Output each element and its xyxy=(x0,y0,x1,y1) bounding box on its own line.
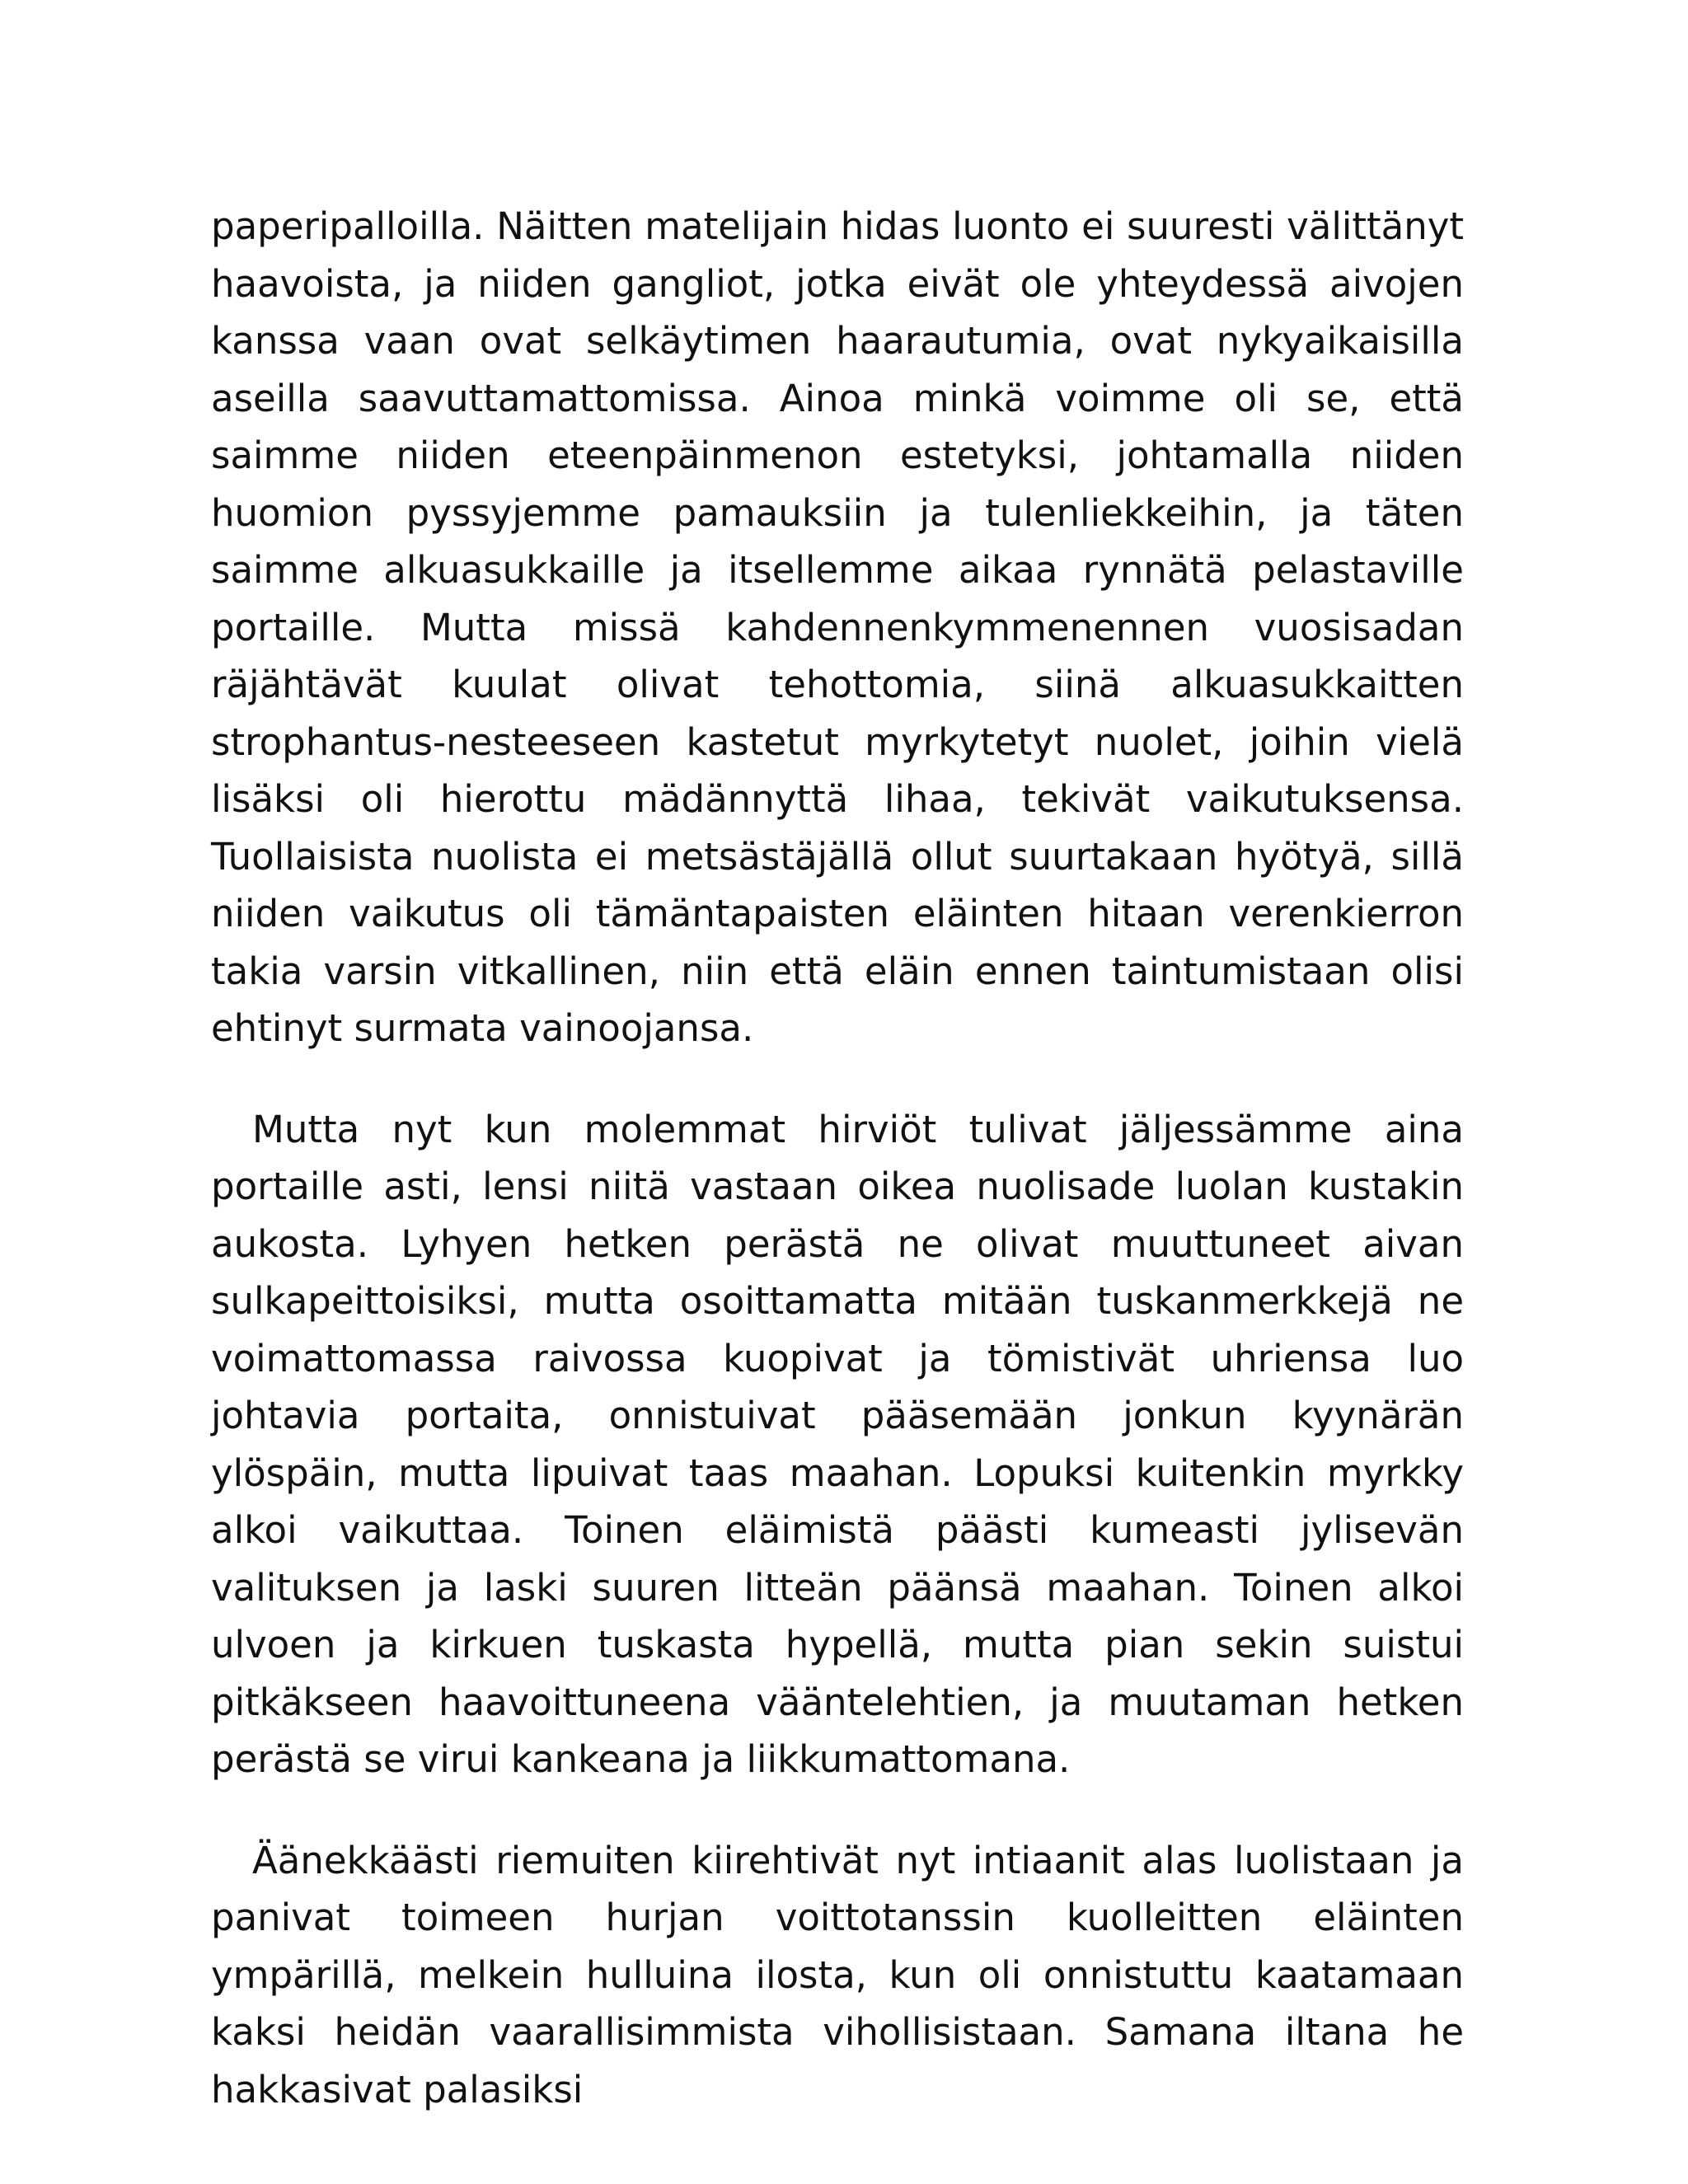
paragraph-3: Äänekkäästi riemuiten kiirehtivät nyt intiaanit alas luolistaan ja panivat toimeen hurjan voittotanssin kuolleitten eläinten ympärillä, melkein hulluina ilosta, kun oli onnistuttu kaatamaan kaksi heidän vaarallisimmista vihollisistaan. Samana iltana he hakkasivat palasiksi xyxy=(211,1838,1464,2111)
body-text xyxy=(211,198,1464,2118)
paragraph-2: Mutta nyt kun molemmat hirviöt tulivat jäljessämme aina portaille asti, lensi niitä vastaan oikea nuolisade luolan kustakin aukosta. Lyhyen hetken perästä ne olivat muuttuneet aivan sulkapeittoisiksi, mutta osoittamatta mitään tuskanmerkkejä ne voimattomassa raivossa kuopivat ja tömistivät uhriensa luo johtavia portaita, onnistuivat pääsemään jonkun kyynärän ylöspäin, mutta lipuivat taas maahan. Lopuksi kuitenkin myrkky alkoi vaikuttaa. Toinen eläimistä päästi kumeasti jylisevän valituksen ja laski suuren litteän päänsä maahan. Toinen alkoi ulvoen ja kirkuen tuskasta hypellä, mutta pian sekin suistui pitkäkseen haavoittuneena vääntelehtien, ja muutaman hetken perästä se virui kankeana ja liikkumattomana. xyxy=(211,1107,1464,1781)
paragraph-1: paperipalloilla. Näitten matelijain hidas luonto ei suuresti välittänyt haavoista, ja niiden gangliot, jotka eivät ole yhteydessä aivojen kanssa vaan ovat selkäytimen haarautumia, ovat nykyaikaisilla aseilla saavuttamattomissa. Ainoa minkä voimme oli se, että saimme niiden eteenpäinmenon estetyksi, johtamalla niiden huomion pyssyjemme pamauksiin ja tulenliekkeihin, ja täten saimme alkuasukkaille ja itsellemme aikaa rynnätä pelastaville portaille. Mutta missä kahdennenkymmenennen vuosisadan räjähtävät kuulat olivat tehottomia, siinä alkuasukkaitten strophantus-nesteeseen kastetut myrkytetyt nuolet, joihin vielä lisäksi oli hierottu mädännyttä lihaa, tekivät vaikutuksensa. Tuollaisista nuolista ei metsästäjällä ollut suurtakaan hyötyä, sillä niiden vaikutus oli tämäntapaisten eläinten hitaan verenkierron takia varsin vitkallinen, niin että eläin ennen taintumistaan olisi ehtinyt surmata vainoojansa. xyxy=(211,204,1464,1050)
